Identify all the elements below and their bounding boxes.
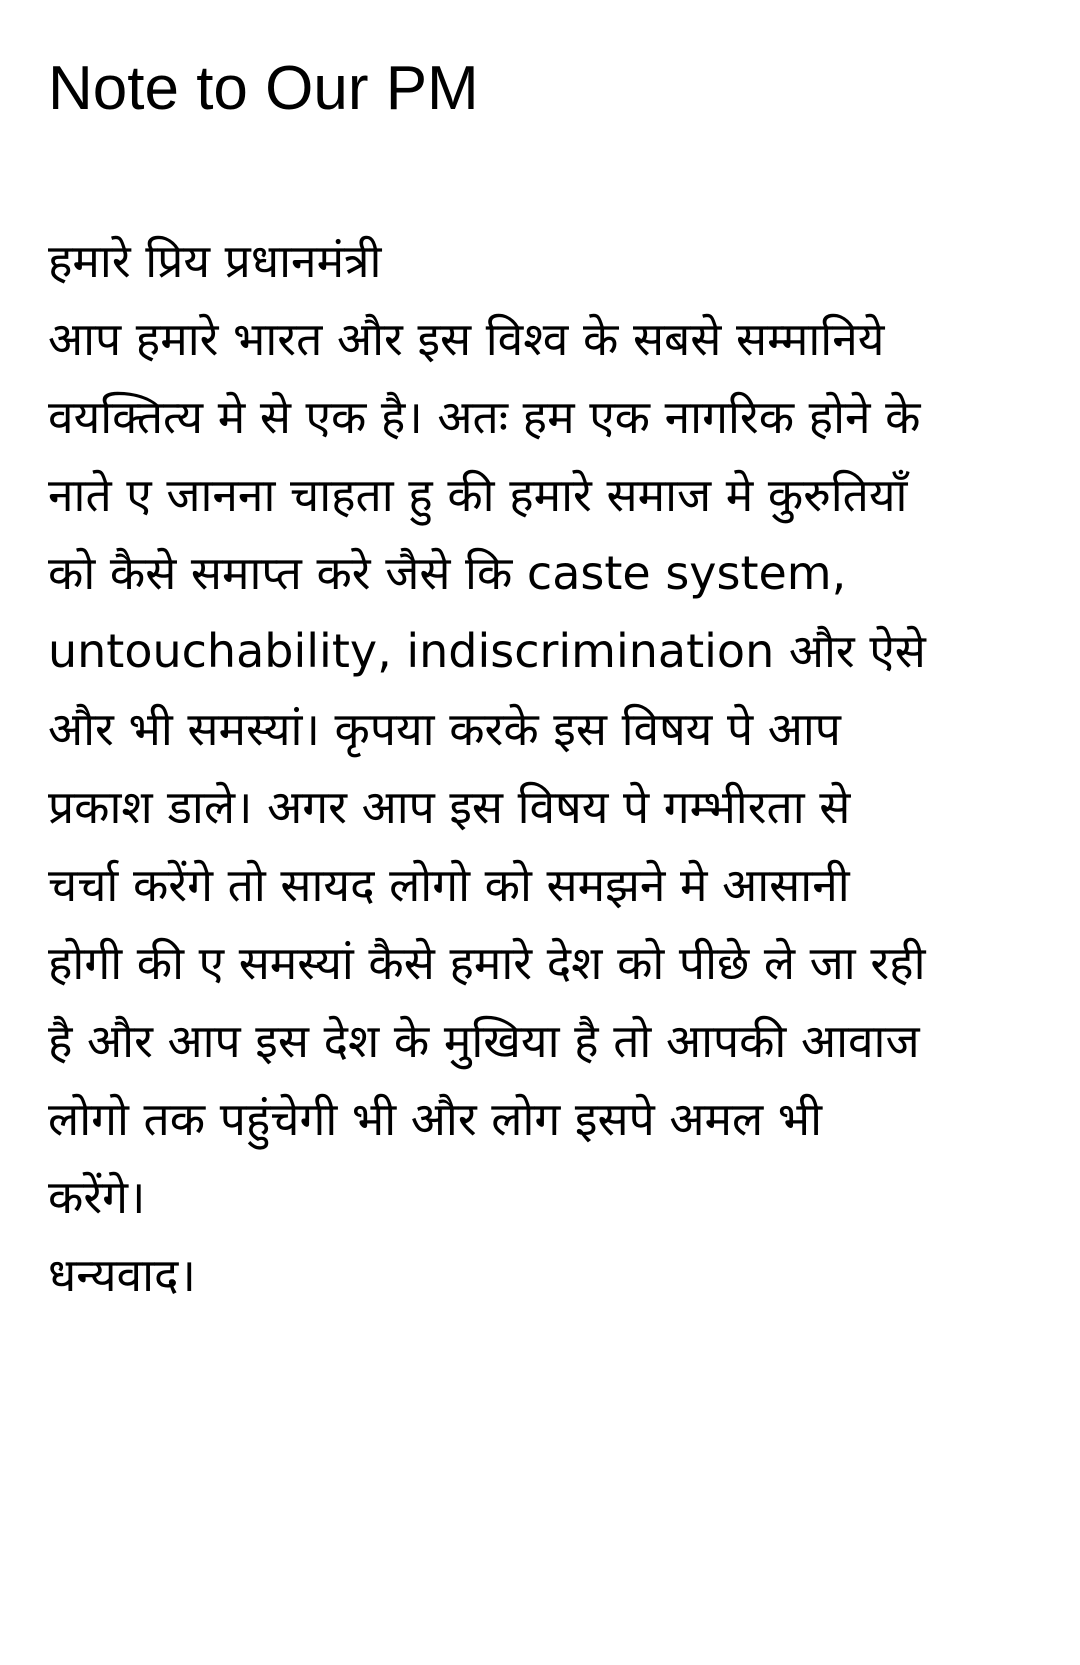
body-line: है और आप इस देश के मुखिया है तो आपकी आवाज <box>48 1014 920 1068</box>
body-line: प्रकाश डाले। अगर आप इस विषय पे गम्भीरता से <box>48 780 851 834</box>
body-line: untouchability, indiscrimination और ऐसे <box>48 624 926 678</box>
salutation-line: हमारे प्रिय प्रधानमंत्री <box>48 234 382 288</box>
body-line: करेंगे। <box>48 1170 146 1224</box>
closing-line: धन्यवाद। <box>48 1248 196 1302</box>
body-line: आप हमारे भारत और इस विश्व के सबसे सम्मानिये <box>48 312 885 366</box>
body-line: नाते ए जानना चाहता हु की हमारे समाज मे कुरुतियाँ <box>48 468 908 522</box>
body-line: को कैसे समाप्त करे जैसे कि caste system, <box>48 546 847 600</box>
body-line: होगी की ए समस्यां कैसे हमारे देश को पीछे ले जा रही <box>48 936 926 990</box>
body-line: वयक्तित्य मे से एक है। अतः हम एक नागरिक होने के <box>48 390 921 444</box>
body-line: लोगो तक पहुंचेगी भी और लोग इसपे अमल भी <box>48 1092 823 1146</box>
note-title: Note to Our PM <box>48 54 479 123</box>
note-body <box>48 222 1048 1314</box>
body-line: और भी समस्यां। कृपया करके इस विषय पे आप <box>48 702 841 756</box>
body-line: चर्चा करेंगे तो सायद लोगो को समझने मे आसानी <box>48 858 850 912</box>
